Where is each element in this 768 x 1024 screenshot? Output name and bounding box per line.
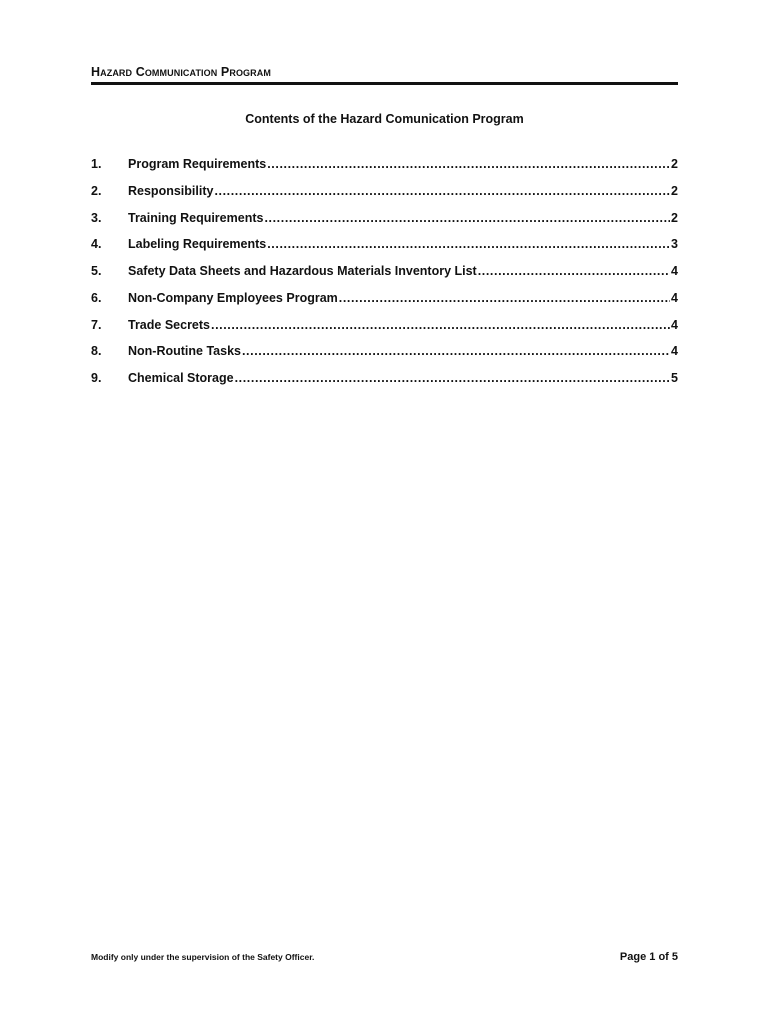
- toc-item-program-requirements[interactable]: [91, 155, 678, 182]
- toc-leader-dots: [267, 235, 670, 253]
- page-number: Page 1 of 5: [619, 951, 678, 963]
- toc-leader-dots: [211, 316, 670, 334]
- toc-leader-dots: [339, 289, 670, 307]
- toc-item-title: Trade Secrets: [128, 317, 210, 332]
- toc-item-non-routine-tasks[interactable]: [91, 342, 678, 369]
- toc-item-number: 9.: [91, 371, 102, 385]
- toc-item-training-requirements[interactable]: [91, 209, 678, 236]
- toc-leader-dots: [478, 262, 670, 280]
- toc-leader-dots: [267, 155, 670, 173]
- toc-item-title: Non-Routine Tasks: [128, 344, 241, 359]
- toc-item-page: 4: [671, 344, 678, 359]
- toc-item-number: 6.: [91, 290, 102, 305]
- toc-item-trade-secrets[interactable]: [91, 316, 678, 343]
- toc-item-non-company-employees[interactable]: [91, 289, 678, 316]
- toc-item-safety-data-sheets[interactable]: [91, 262, 678, 289]
- toc-item-title: Responsibility: [128, 183, 214, 198]
- header-title: Hazard Communication Program: [91, 65, 271, 79]
- toc-heading: Contents of the Hazard Comunication Program: [245, 112, 524, 126]
- toc-item-number: 2.: [91, 183, 102, 198]
- toc-leader-dots: [264, 209, 670, 227]
- toc-item-number: 5.: [91, 264, 102, 278]
- toc-item-page: 2: [671, 183, 678, 198]
- toc-item-number: 3.: [91, 210, 102, 225]
- toc-item-title: Safety Data Sheets and Hazardous Materials Inventory List: [128, 264, 477, 278]
- table-of-contents: [91, 155, 678, 396]
- toc-leader-dots: [235, 369, 670, 387]
- toc-item-number: 1.: [91, 157, 102, 171]
- toc-leader-dots: [242, 342, 670, 360]
- toc-item-page: 4: [671, 264, 678, 278]
- toc-item-labeling-requirements[interactable]: [91, 235, 678, 262]
- toc-item-number: 8.: [91, 344, 102, 359]
- toc-item-chemical-storage[interactable]: [91, 369, 678, 396]
- toc-item-title: Labeling Requirements: [128, 237, 267, 252]
- toc-item-responsibility[interactable]: [91, 182, 678, 209]
- toc-item-page: 4: [671, 317, 678, 332]
- toc-item-title: Training Requirements: [128, 210, 264, 225]
- toc-item-page: 2: [671, 210, 678, 225]
- toc-item-page: 4: [671, 290, 678, 305]
- toc-leader-dots: [214, 182, 670, 200]
- header-rule: [91, 82, 678, 85]
- toc-item-page: 3: [671, 237, 678, 252]
- toc-item-title: Non-Company Employees Program: [128, 290, 338, 305]
- toc-item-title: Program Requirements: [128, 157, 267, 171]
- toc-item-page: 5: [671, 371, 678, 385]
- toc-item-title: Chemical Storage: [128, 371, 234, 385]
- toc-item-number: 4.: [91, 237, 102, 252]
- toc-item-number: 7.: [91, 317, 102, 332]
- toc-item-page: 2: [671, 157, 678, 171]
- page-header: [91, 64, 678, 85]
- footer-note: Modify only under the supervision of the Safety Officer.: [91, 952, 315, 962]
